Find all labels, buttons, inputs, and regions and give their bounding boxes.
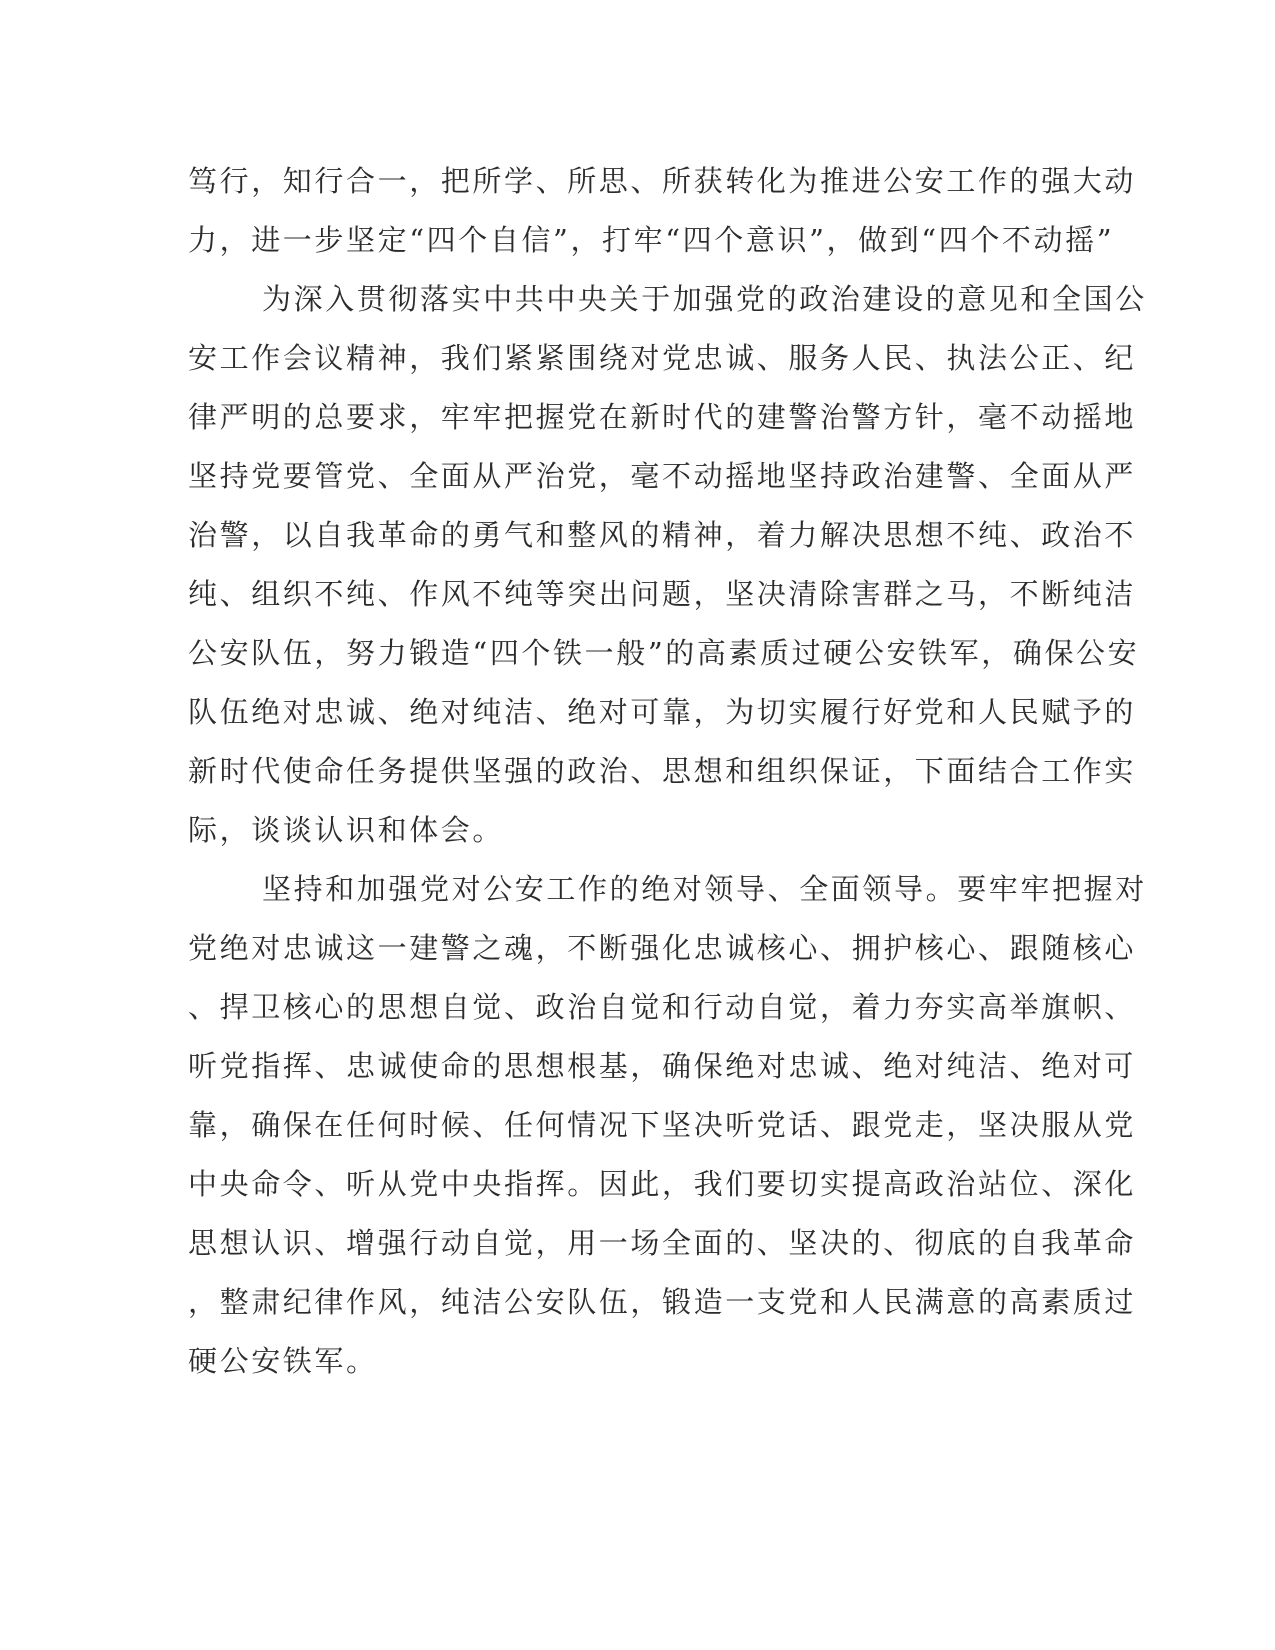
text-line: 党绝对忠诚这一建警之魂，不断强化忠诚核心、拥护核心、跟随核心 <box>188 931 1137 965</box>
paragraph-start-line: 为深入贯彻落实中共中央关于加强党的政治建设的意见和全国公 <box>262 282 1147 316</box>
text-line: 安工作会议精神，我们紧紧围绕对党忠诚、服务人民、执法公正、纪 <box>188 341 1137 375</box>
text-line: 治警，以自我革命的勇气和整风的精神，着力解决思想不纯、政治不 <box>188 518 1137 552</box>
paragraph-start-line: 坚持和加强党对公安工作的绝对领导、全面领导。要牢牢把握对 <box>262 872 1147 906</box>
text-line: 硬公安铁军。 <box>188 1344 378 1378</box>
text-line: 中央命令、听从党中央指挥。因此，我们要切实提高政治站位、深化 <box>188 1167 1137 1201</box>
text-line: 律严明的总要求，牢牢把握党在新时代的建警治警方针，毫不动摇地 <box>188 400 1137 434</box>
text-line: 、捍卫核心的思想自觉、政治自觉和行动自觉，着力夯实高举旗帜、 <box>188 990 1137 1024</box>
text-line: 坚持党要管党、全面从严治党，毫不动摇地坚持政治建警、全面从严 <box>188 459 1137 493</box>
text-line: 纯、组织不纯、作风不纯等突出问题，坚决清除害群之马，不断纯洁 <box>188 577 1137 611</box>
text-line: 新时代使命任务提供坚强的政治、思想和组织保证，下面结合工作实 <box>188 754 1137 788</box>
text-line: 际，谈谈认识和体会。 <box>188 813 505 847</box>
text-line: 靠，确保在任何时候、任何情况下坚决听党话、跟党走，坚决服从党 <box>188 1108 1137 1142</box>
text-line: 思想认识、增强行动自觉，用一场全面的、坚决的、彻底的自我革命 <box>188 1226 1137 1260</box>
text-line: 力，进一步坚定“四个自信”，打牢“四个意识”，做到“四个不动摇” <box>188 223 1115 257</box>
text-line: 听党指挥、忠诚使命的思想根基，确保绝对忠诚、绝对纯洁、绝对可 <box>188 1049 1137 1083</box>
text-line: ，整肃纪律作风，纯洁公安队伍，锻造一支党和人民满意的高素质过 <box>188 1285 1137 1319</box>
text-line: 笃行，知行合一，把所学、所思、所获转化为推进公安工作的强大动 <box>188 164 1137 198</box>
text-line: 公安队伍，努力锻造“四个铁一般”的高素质过硬公安铁军，确保公安 <box>188 636 1140 670</box>
text-line: 队伍绝对忠诚、绝对纯洁、绝对可靠，为切实履行好党和人民赋予的 <box>188 695 1137 729</box>
